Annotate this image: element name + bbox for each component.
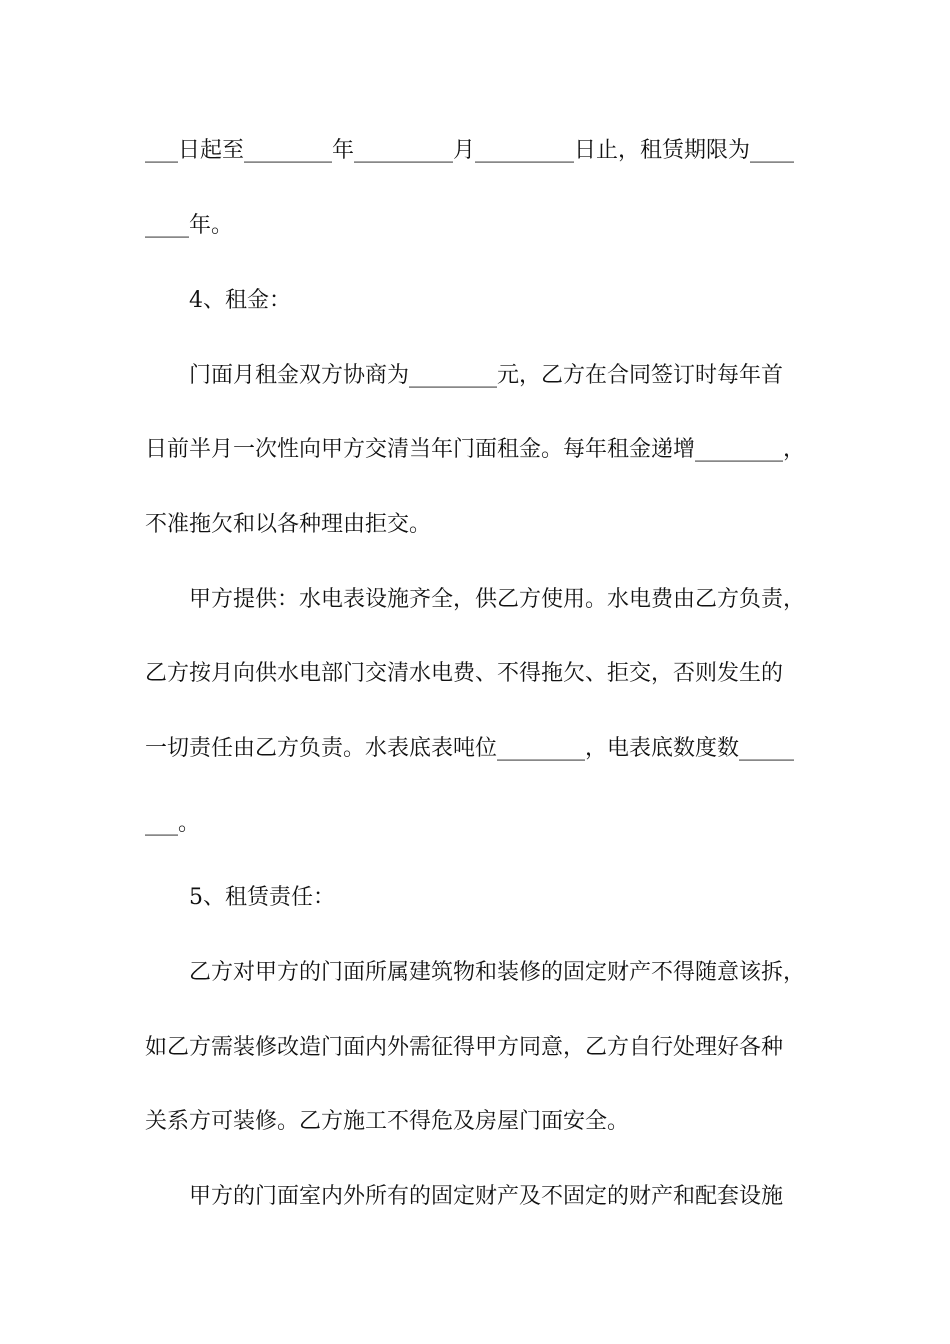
text-line-10: ___。 bbox=[145, 811, 201, 836]
text-line-1: ___日起至________年_________月_________日止，租赁期限为____ bbox=[145, 138, 795, 163]
text-line-7: 甲方提供：水电表设施齐全，供乙方使用。水电费由乙方负责， bbox=[189, 587, 805, 612]
text-line-6: 不准拖欠和以各种理由拒交。 bbox=[145, 512, 432, 537]
text-line-14: 关系方可装修。乙方施工不得危及房屋门面安全。 bbox=[145, 1109, 630, 1134]
text-line-9: 一切责任由乙方负责。水表底表吨位________，电表底数度数_____ bbox=[145, 736, 795, 761]
text-line-5: 日前半月一次性向甲方交清当年门面租金。每年租金递增________， bbox=[145, 437, 805, 462]
text-line-8: 乙方按月向供水电部门交清水电费、不得拖欠、拒交，否则发生的 bbox=[145, 661, 784, 686]
text-line-15: 甲方的门面室内外所有的固定财产及不固定的财产和配套设施 bbox=[189, 1184, 784, 1209]
section-heading-rent: 4、租金： bbox=[189, 288, 291, 313]
section-heading-lease-responsibility: 5、租赁责任： bbox=[189, 885, 335, 910]
text-line-2: ____年。 bbox=[145, 213, 234, 238]
text-line-12: 乙方对甲方的门面所属建筑物和装修的固定财产不得随意该拆， bbox=[189, 960, 805, 985]
text-line-13: 如乙方需装修改造门面内外需征得甲方同意，乙方自行处理好各种 bbox=[145, 1035, 784, 1060]
text-line-4: 门面月租金双方协商为________元，乙方在合同签订时每年首 bbox=[189, 363, 784, 388]
